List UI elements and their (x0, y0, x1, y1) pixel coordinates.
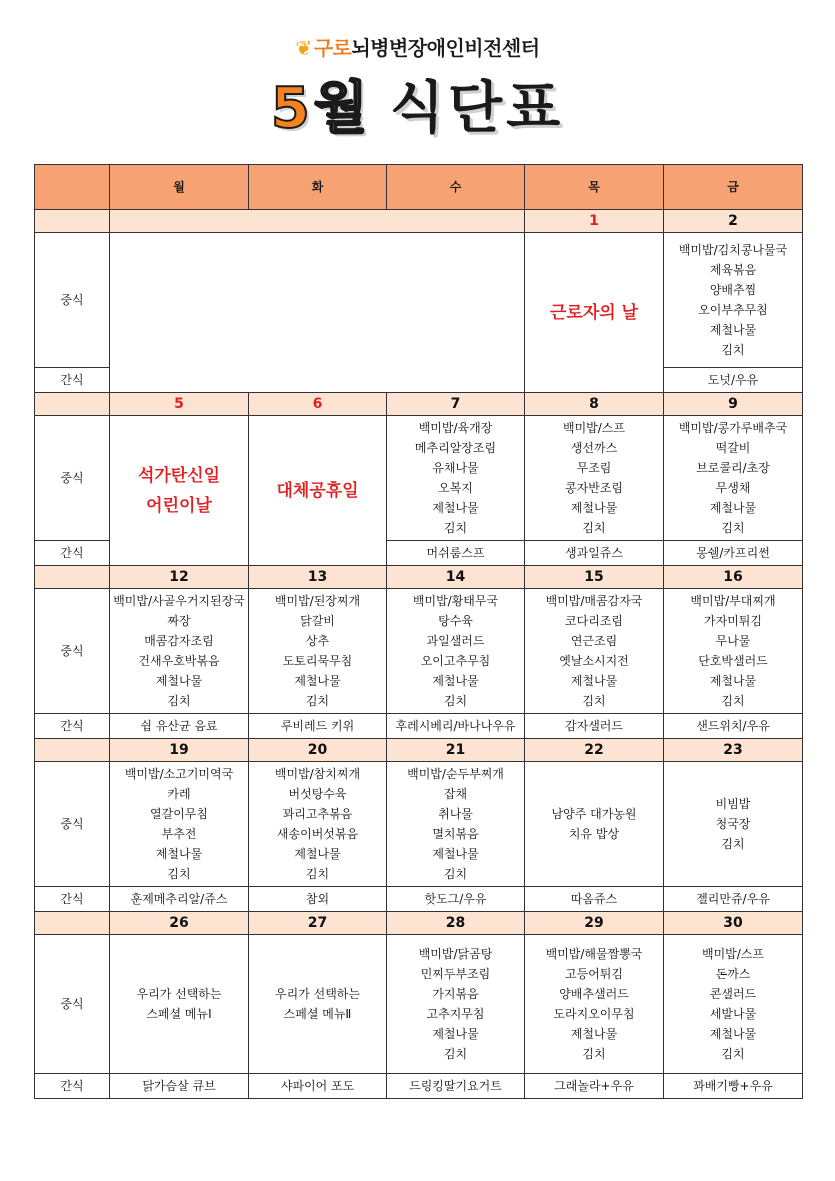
lunch-row (35, 762, 803, 887)
date-row (35, 393, 803, 416)
snack-cell: 생과일쥬스 (525, 541, 664, 566)
menu-cell: 백미밥/사골우거지된장국 짜장 매콤감자조림 건새우호박볶음 제철나물 김치 (110, 589, 249, 714)
date-cell: 22 (525, 739, 664, 762)
day-header: 월 (110, 165, 249, 210)
date-row (35, 566, 803, 589)
center-name: ❦ 구로뇌병변장애인비전센터 (295, 36, 540, 60)
lunch-label: 중식 (35, 762, 110, 887)
snack-row (35, 1074, 803, 1099)
holiday-cell: 석가탄신일 어린이날 (110, 416, 249, 566)
date-cell: 6 (249, 393, 387, 416)
snack-cell: 머쉬룸스프 (387, 541, 525, 566)
snack-cell: 핫도그/우유 (387, 887, 525, 912)
menu-cell: 남양주 대가농원 치유 밥상 (525, 762, 664, 887)
date-cell: 1 (525, 210, 664, 233)
day-header: 금 (664, 165, 803, 210)
date-cell: 8 (525, 393, 664, 416)
snack-cell: 참외 (249, 887, 387, 912)
snack-cell: 루비레드 키위 (249, 714, 387, 739)
tree-logo-icon: ❦ (295, 36, 312, 60)
menu-cell: 백미밥/콩가루배추국 떡갈비 브로콜리/초장 무생채 제철나물 김치 (664, 416, 803, 541)
snack-label: 간식 (35, 887, 110, 912)
date-cell: 16 (664, 566, 803, 589)
snack-cell: 후레시베리/바나나우유 (387, 714, 525, 739)
date-cell: 26 (110, 912, 249, 935)
snack-cell: 샤파이어 포도 (249, 1074, 387, 1099)
lunch-row (35, 935, 803, 1074)
corner-cell (35, 165, 110, 210)
menu-cell: 백미밥/황태무국 탕수육 과일샐러드 오이고추무침 제철나물 김치 (387, 589, 525, 714)
snack-cell: 샌드위치/우유 (664, 714, 803, 739)
date-row (35, 210, 803, 233)
day-header: 목 (525, 165, 664, 210)
menu-cell: 백미밥/스프 생선까스 무조림 콩자반조림 제철나물 김치 (525, 416, 664, 541)
snack-label: 간식 (35, 368, 110, 393)
lunch-label: 중식 (35, 416, 110, 541)
day-header: 화 (249, 165, 387, 210)
date-cell: 21 (387, 739, 525, 762)
snack-row (35, 887, 803, 912)
lunch-label: 중식 (35, 589, 110, 714)
snack-label: 간식 (35, 541, 110, 566)
date-cell: 23 (664, 739, 803, 762)
menu-cell: 백미밥/해물짬뽕국 고등어튀김 양배추샐러드 도라지오이무침 제철나물 김치 (525, 935, 664, 1074)
title-month: 5월 (270, 76, 372, 141)
date-cell: 9 (664, 393, 803, 416)
menu-cell: 백미밥/참치찌개 버섯탕수육 꽈리고추볶음 새송이버섯볶음 제철나물 김치 (249, 762, 387, 887)
snack-cell: 드링킹딸기요거트 (387, 1074, 525, 1099)
snack-cell: 도넛/우유 (664, 368, 803, 393)
date-cell: 7 (387, 393, 525, 416)
lunch-row (35, 416, 803, 541)
menu-cell: 백미밥/순두부찌개 잡채 취나물 멸치볶음 제철나물 김치 (387, 762, 525, 887)
date-cell: 14 (387, 566, 525, 589)
lunch-label: 중식 (35, 935, 110, 1074)
snack-cell: 꽈배기빵+우유 (664, 1074, 803, 1099)
date-cell: 30 (664, 912, 803, 935)
snack-label: 간식 (35, 1074, 110, 1099)
snack-cell: 그래놀라+우유 (525, 1074, 664, 1099)
date-cell: 27 (249, 912, 387, 935)
page-title (0, 64, 835, 144)
snack-cell: 쉼 유산균 음료 (110, 714, 249, 739)
date-cell: 28 (387, 912, 525, 935)
date-row (35, 912, 803, 935)
menu-cell: 우리가 선택하는 스페셜 메뉴Ⅰ (110, 935, 249, 1074)
date-cell: 5 (110, 393, 249, 416)
page-header (0, 20, 835, 150)
holiday-cell: 근로자의 날 (525, 233, 664, 393)
menu-table (34, 164, 803, 1099)
menu-cell: 백미밥/부대찌개 가자미튀김 무나물 단호박샐러드 제철나물 김치 (664, 589, 803, 714)
date-cell: 19 (110, 739, 249, 762)
snack-cell: 따옴쥬스 (525, 887, 664, 912)
holiday-cell: 대체공휴일 (249, 416, 387, 566)
date-cell: 2 (664, 210, 803, 233)
snack-cell: 닭가슴살 큐브 (110, 1074, 249, 1099)
snack-cell: 몽쉘/카프리썬 (664, 541, 803, 566)
date-row (35, 739, 803, 762)
menu-cell: 우리가 선택하는 스페셜 메뉴Ⅱ (249, 935, 387, 1074)
menu-cell: 백미밥/소고기미역국 카레 열갈이무침 부추전 제철나물 김치 (110, 762, 249, 887)
snack-cell: 감자샐러드 (525, 714, 664, 739)
date-cell: 29 (525, 912, 664, 935)
empty-cell (110, 233, 525, 393)
snack-row (35, 714, 803, 739)
snack-cell: 훈제메추리알/쥬스 (110, 887, 249, 912)
date-cell: 20 (249, 739, 387, 762)
menu-cell: 비빔밥 청국장 김치 (664, 762, 803, 887)
menu-cell: 백미밥/닭곰탕 민찌두부조림 가지볶음 고추지무침 제철나물 김치 (387, 935, 525, 1074)
menu-cell: 백미밥/스프 돈까스 콘샐러드 세발나물 제철나물 김치 (664, 935, 803, 1074)
day-header: 수 (387, 165, 525, 210)
date-cell: 15 (525, 566, 664, 589)
lunch-label: 중식 (35, 233, 110, 368)
menu-cell: 백미밥/육개장 메추리알장조림 유채나물 오복지 제철나물 김치 (387, 416, 525, 541)
date-cell: 12 (110, 566, 249, 589)
lunch-row (35, 589, 803, 714)
title-text: 식단표 (389, 76, 565, 141)
menu-cell: 백미밥/된장찌개 닭갈비 상추 도토리묵무침 제철나물 김치 (249, 589, 387, 714)
menu-cell: 백미밥/매콤감자국 코다리조림 연근조림 옛날소시지전 제철나물 김치 (525, 589, 664, 714)
weekday-header-row (35, 165, 803, 210)
snack-label: 간식 (35, 714, 110, 739)
snack-cell: 젤리만쥬/우유 (664, 887, 803, 912)
date-cell: 13 (249, 566, 387, 589)
lunch-row (35, 233, 803, 368)
menu-cell: 백미밥/김치콩나물국 제육볶음 양배추찜 오이부추무침 제철나물 김치 (664, 233, 803, 368)
